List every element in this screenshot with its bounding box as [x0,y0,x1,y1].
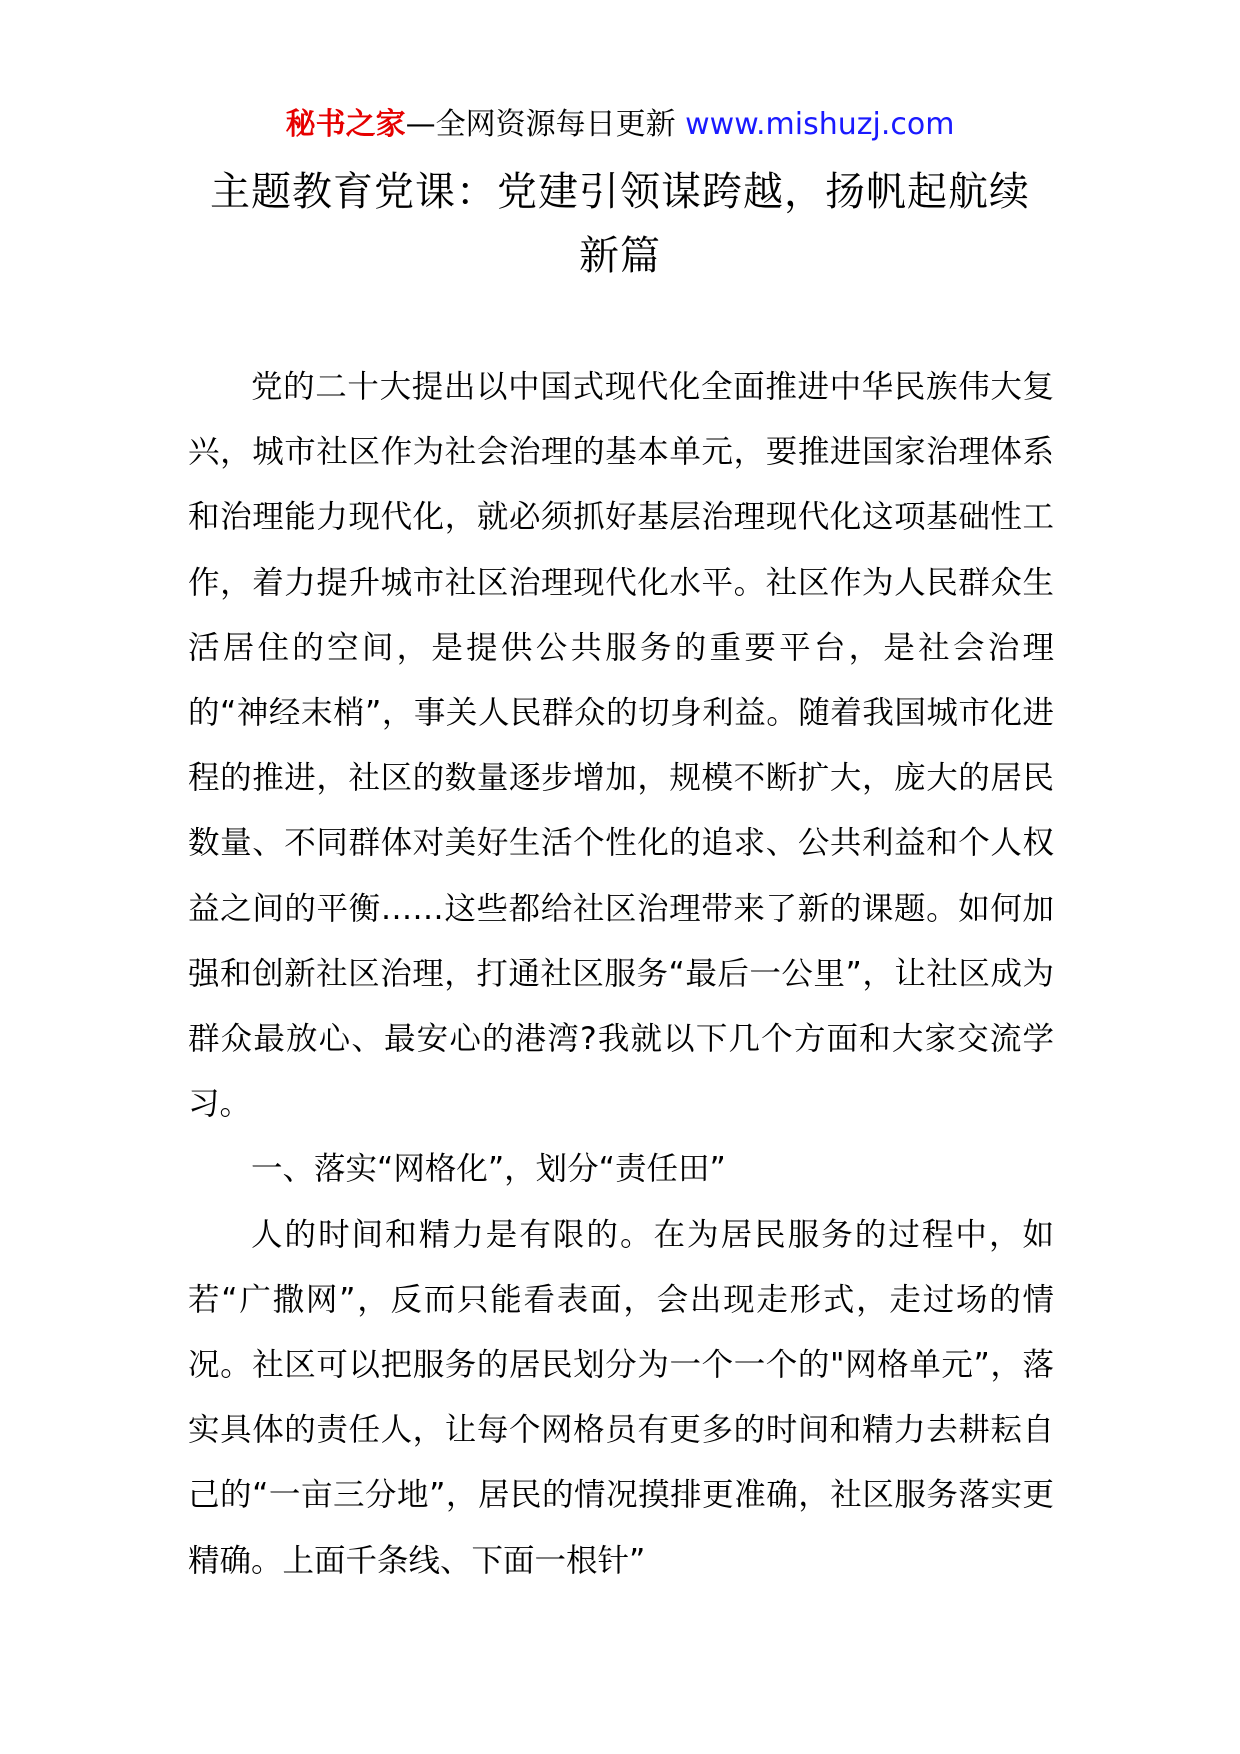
header-tagline: —全网资源每日更新 [405,107,686,142]
section-1-paragraph: 人的时间和精力是有限的。在为居民服务的过程中，如若“广撒网”，反而只能看表面，会出现走形式，走过场的情况。社区可以把服务的居民划分为一个一个的"网格单元”，落实具体的责任人，让每个网格员有更多的时间和精力去耕耘自己的“一亩三分地”，居民的情况摸排更准确，社区服务落实更精确。上面千条线、下面一根针” [188,1216,1054,1579]
brand-name: 秘书之家 [285,107,406,142]
document-body [188,355,1054,1594]
section-heading-1: 一、落实“网格化”，划分“责任田” [251,1151,726,1188]
header-url: www.mishuzj.com [685,107,955,142]
document-title: 主题教育党课：党建引领谋跨越，扬帆起航续新篇 [210,169,1030,279]
intro-paragraph: 党的二十大提出以中国式现代化全面推进中华民族伟大复兴，城市社区作为社会治理的基本单元，要推进国家治理体系和治理能力现代化，就必须抓好基层治理现代化这项基础性工作，着力提升城市社区治理现代化水平。社区作为人民群众生活居住的空间，是提供公共服务的重要平台，是社会治理的“神经末梢”，事关人民群众的切身利益。随着我国城市化进程的推进，社区的数量逐步增加，规模不断扩大，庞大的居民数量、不同群体对美好生活个性化的追求、公共利益和个人权益之间的平衡……这些都给社区治理带来了新的课题。如何加强和创新社区治理，打通社区服务“最后一公里”，让社区成为群众最放心、最安心的港湾?我就以下几个方面和大家交流学习。 [188,369,1054,1123]
page-header [0,100,1240,150]
